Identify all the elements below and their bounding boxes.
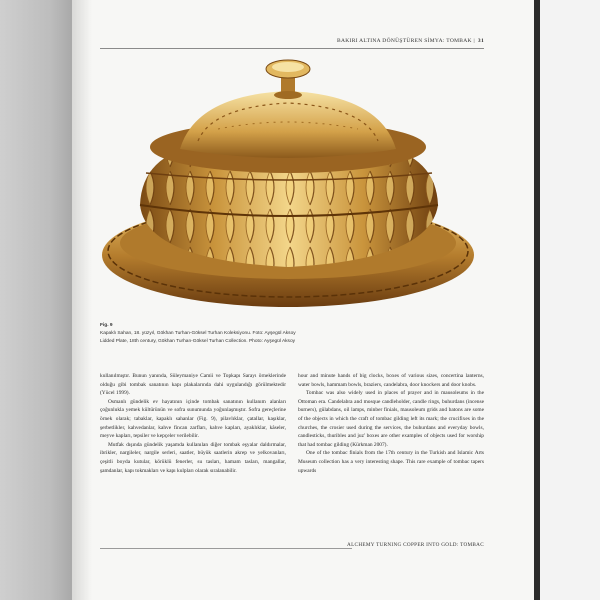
right-paragraph-1: hour and minute hands of big clocks, boxes of various sizes, concertina lanterns, water bowls, hammam bowls, braziers, candelabra, door knockers and door knobs. [298,373,484,388]
left-paragraph-3: Mutfak dışında gündelik yaşamda kullanılan diğer tombak eşyalar daldırmalar, ibrikler, nargileler, nargile serleri, saatler, büyük saatlerin akrep ve yelkovanları, çeşitli boyda kutular, körüklü fenerler, su tasları, hamam tasları, mangallar, şamdanlar, kapı tokmakları ve kapı kulpları olarak sıralanabilir. [100,441,286,474]
running-header [100,38,484,49]
page-edge [534,0,600,600]
text-column-right [298,372,484,475]
footer-rule [100,548,352,549]
binding-edge [534,0,540,600]
figure-label: Fig. 9 [100,323,113,328]
lidded-plate-photo [100,55,484,315]
page-number: 31 [477,38,484,44]
right-paragraph-3: One of the tombac finials from the 17th century in the Turkish and Islamic Arts Museum collection has a very interesting shape. This rare example of tombac tapers upwards [298,450,484,474]
figure-caption [100,322,380,346]
header-title: BAKIRI ALTINA DÖNÜŞTÜREN SİMYA: TOMBAK [337,38,472,44]
text-column-left [100,372,286,475]
book-spine [0,0,72,600]
header-text: BAKIRI ALTINA DÖNÜŞTÜREN SİMYA: TOMBAK | 31 [337,38,484,44]
running-footer: ALCHEMY TURNING COPPER INTO GOLD: TOMBAC [347,542,484,548]
right-paragraph-2: Tombac was also widely used in places of prayer and in mausoleums in the Ottoman era. Candelabra and mosque candleholder, candle rings, buhurdans (incense burners), gülabdans, oil lamps, minber finials, mausoleum grids and batons are some of the objects in which the craft of tombac gilding left its mark; the crucifixes in the churches, the crosier used during the services, the buhurdans and everyday bowls, candlesticks, thuribles and juz' boxes are other examples of objects used for worship that had tombac gilding (Kürkman 2007). [298,390,484,448]
left-paragraph-1: kullanılmıştır. Bunun yanında, Süleymaniye Camii ve Topkapı Sarayı örneklerinde olduğu gibi tombak sanatının kapı plakalarında dahi uygulandığı görülmektedir (Yücel 1999). [100,373,286,397]
gutter-shadow [72,0,92,600]
caption-turkish: Kapaklı Sahan, 18. yüzyıl, Gökhan Turhan-Göksel Turhan Koleksiyonu. Foto: Ayşegül Aksoy [100,331,296,336]
caption-english: Lidded Plate, 18th century, Gökhan Turhan-Göksel Turhan Collection. Photo: Ayşegül Aksoy [100,339,296,344]
left-paragraph-2: Osmanlı gündelik ev hayatının içinde tombak sanatının kullanım alanları çoğunlukla yemek kültürünün ve sofra sunumunda yoğunlaşmıştır. Sofra gereçlerine örnek olarak; tabaklar, kapaklı sahanlar (Fig. 9), pilavlıklar, çatallar, kaşıklar, şerbetlikler, kahvedanlar, kahve fincan zarfları, kahve kapları, ayaklıklar, kâseler, meyve kapları, tepsiler ve kepçeler verilebilir. [100,398,286,440]
